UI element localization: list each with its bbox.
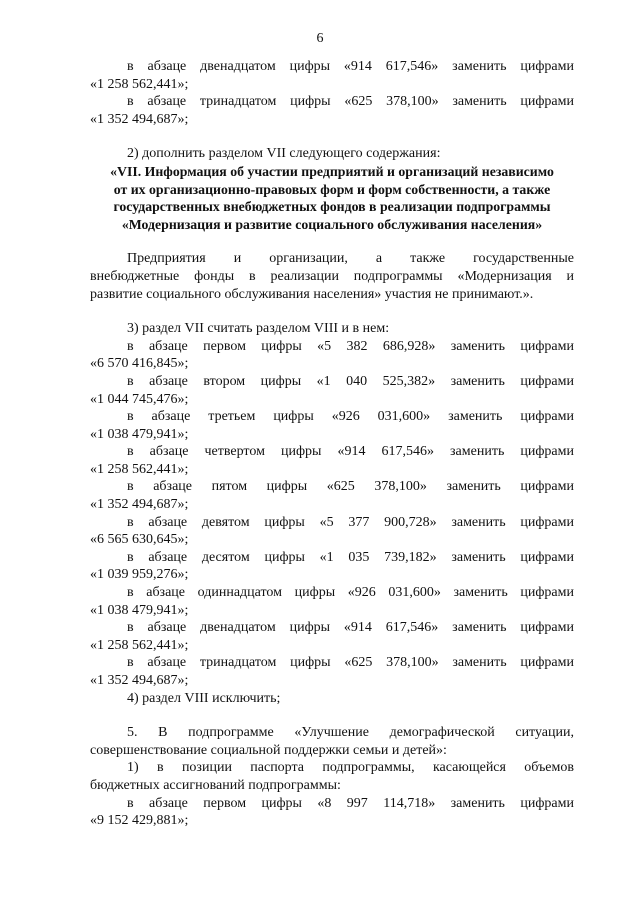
text-line: в абзаце двенадцатом цифры «914 617,546» заменить цифрами bbox=[127, 59, 574, 74]
text-line: в абзаце третьем цифры «926 031,600» заменить цифрами bbox=[127, 409, 574, 425]
text-line: в абзаце втором цифры «1 040 525,382» заменить цифрами bbox=[127, 373, 574, 389]
text-line: «6 565 630,645»; bbox=[90, 532, 189, 548]
text-line: в абзаце десятом цифры «1 035 739,182» заменить цифрами bbox=[127, 549, 574, 565]
text-line: «1 038 479,941»; bbox=[90, 426, 189, 442]
text-line: «1 038 479,941»; bbox=[90, 602, 189, 618]
text-line: «1 352 494,687»; bbox=[90, 673, 189, 688]
text-line: в абзаце тринадцатом цифры «625 378,100» заменить цифрами bbox=[127, 94, 574, 110]
text-line: «9 152 429,881»; bbox=[90, 813, 189, 829]
text-line: «1 258 562,441»; bbox=[90, 461, 189, 477]
section-heading-line: «VII. Информация об участии предприятий и организаций независимо bbox=[110, 163, 554, 179]
text-line: 1) в позиции паспорта подпрограммы, касающейся объемов bbox=[127, 760, 574, 776]
text-line: в абзаце девятом цифры «5 377 900,728» заменить цифрами bbox=[127, 514, 574, 530]
text-line: «1 039 959,276»; bbox=[90, 567, 189, 583]
section-heading-line: «Модернизация и развитие социального обслуживания населения» bbox=[121, 216, 543, 232]
text-line: в абзаце двенадцатом цифры «914 617,546» заменить цифрами bbox=[127, 620, 574, 636]
text-line: «1 352 494,687»; bbox=[90, 497, 189, 513]
text-line: в абзаце четвертом цифры «914 617,546» заменить цифрами bbox=[127, 444, 574, 460]
page-number: 6 bbox=[316, 31, 324, 46]
text-line: «1 044 745,476»; bbox=[90, 391, 189, 407]
text-line: 4) раздел VIII исключить; bbox=[127, 690, 281, 706]
text-line: «6 570 416,845»; bbox=[90, 356, 189, 372]
text-line: 3) раздел VII считать разделом VIII и в нем: bbox=[127, 321, 390, 337]
text-line: в абзаце одиннадцатом цифры «926 031,600» заменить цифрами bbox=[127, 585, 574, 601]
text-line: Предприятия и организации, а также государственные bbox=[127, 251, 574, 267]
text-line: совершенствование социальной поддержки семьи и детей»: bbox=[90, 742, 447, 758]
text-line: «1 352 494,687»; bbox=[90, 111, 189, 127]
text-line: «1 258 562,441»; bbox=[90, 637, 189, 653]
section-heading-line: от их организационно-правовых форм и форм собственности, а также bbox=[113, 181, 551, 197]
text-line: в абзаце пятом цифры «625 378,100» заменить цифрами bbox=[127, 479, 574, 495]
text-line: внебюджетные фонды в реализации подпрограммы «Модернизация и bbox=[90, 268, 574, 284]
text-line: развитие социального обслуживания населения» участия не принимают.». bbox=[90, 286, 534, 302]
section-heading-line: государственных внебюджетных фондов в реализации подпрограммы bbox=[113, 199, 551, 215]
text-line: в абзаце первом цифры «8 997 114,718» заменить цифрами bbox=[127, 795, 574, 811]
text-line: бюджетных ассигнований подпрограммы: bbox=[90, 777, 341, 793]
text-line: 2) дополнить разделом VII следующего содержания: bbox=[127, 146, 441, 162]
document-body bbox=[90, 58, 574, 830]
text-line: «1 258 562,441»; bbox=[90, 76, 189, 92]
text-line: 5. В подпрограмме «Улучшение демографической ситуации, bbox=[127, 725, 574, 741]
text-line: в абзаце тринадцатом цифры «625 378,100» заменить цифрами bbox=[127, 655, 574, 671]
text-line: в абзаце первом цифры «5 382 686,928» заменить цифрами bbox=[127, 338, 574, 354]
